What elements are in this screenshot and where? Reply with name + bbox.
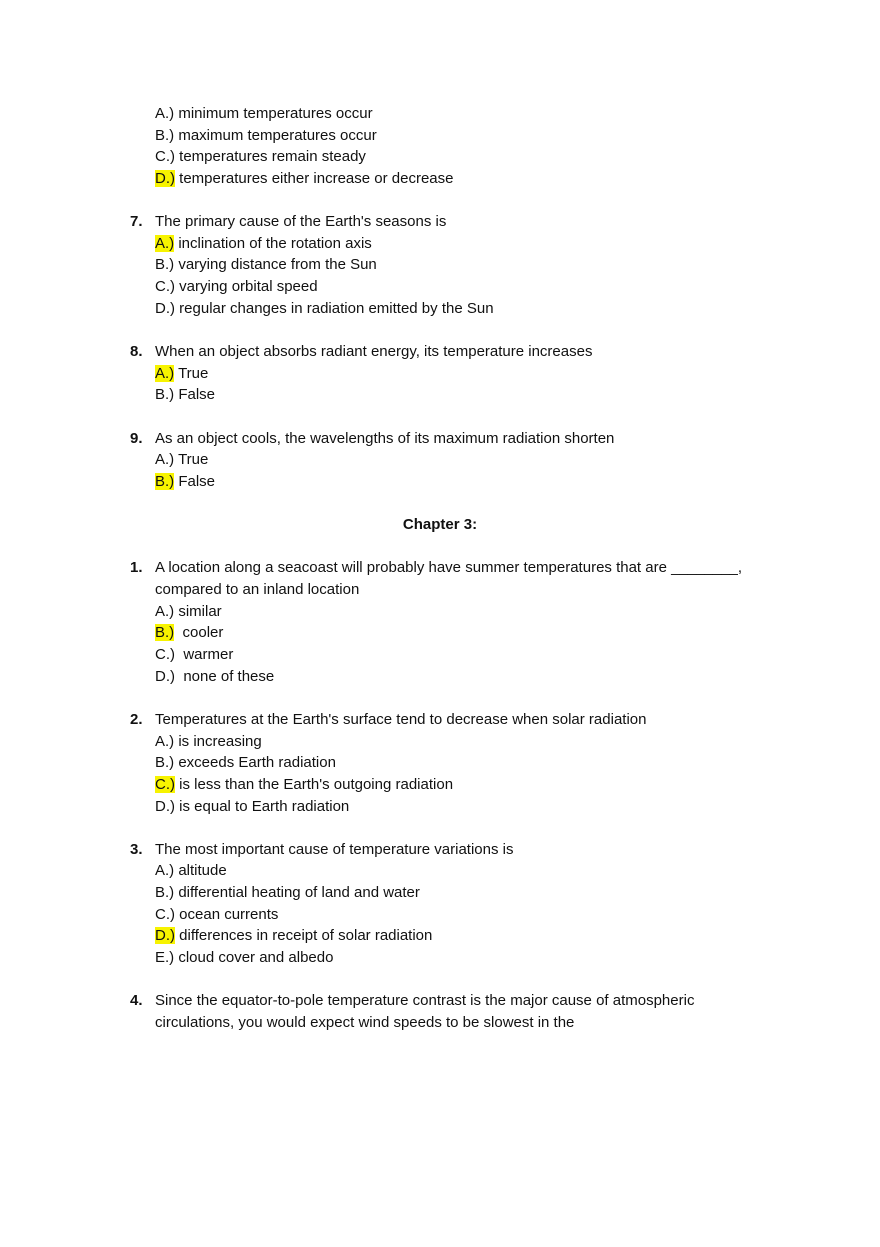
answer-option (0, 731, 880, 753)
answer-option (0, 666, 880, 688)
answer-option-content (155, 168, 453, 190)
blank-line (0, 319, 880, 341)
correct-answer-label: A.) (155, 364, 175, 382)
blank-line (0, 969, 880, 991)
answer-option (0, 254, 880, 276)
answer-option (0, 622, 880, 644)
answer-text: temperatures remain steady (175, 148, 366, 166)
answer-text: False (174, 386, 216, 404)
answer-label: B.) (155, 256, 175, 274)
question-number: 8. (130, 343, 143, 361)
answer-option-content (155, 882, 420, 904)
question-number: 4. (130, 992, 143, 1010)
question-number: 3. (130, 840, 143, 858)
correct-answer-label: B.) (155, 472, 175, 490)
question-number: 2. (130, 710, 143, 728)
answer-option-content (155, 276, 318, 298)
answer-option-content (155, 471, 215, 493)
answer-label: B.) (155, 386, 175, 404)
answer-option (0, 449, 880, 471)
answer-text: varying distance from the Sun (174, 256, 377, 274)
chapter-heading: Chapter 3: (402, 516, 478, 534)
question-line (0, 557, 880, 579)
answer-option (0, 925, 880, 947)
answer-text: cloud cover and albedo (174, 948, 334, 966)
answer-option-content (155, 860, 227, 882)
blank-line (0, 190, 880, 212)
question-line (0, 211, 880, 233)
answer-text: differences in receipt of solar radiation (175, 927, 433, 945)
question-text: Since the equator-to-pole temperature contrast is the major cause of atmospheric (155, 992, 695, 1010)
answer-option-content (155, 146, 366, 168)
answer-option-content (155, 622, 223, 644)
question-text: A location along a seacoast will probably have summer temperatures that are ________, (155, 559, 743, 577)
answer-option-content (155, 666, 274, 688)
answer-label: B.) (155, 126, 175, 144)
answer-option-content (155, 298, 494, 320)
answer-option-content (155, 731, 262, 753)
question-text: compared to an inland location (155, 581, 360, 599)
question-text: As an object cools, the wavelengths of its maximum radiation shorten (155, 429, 615, 447)
answer-option-content (155, 904, 278, 926)
answer-option (0, 471, 880, 493)
answer-text: altitude (174, 862, 227, 880)
answer-label: A.) (155, 602, 175, 620)
answer-label: C.) (155, 278, 175, 296)
answer-text: is equal to Earth radiation (175, 797, 350, 815)
answer-text: warmer (175, 646, 234, 664)
answer-text: differential heating of land and water (174, 884, 420, 902)
answer-option-content (155, 925, 432, 947)
blank-line (0, 493, 880, 515)
answer-option (0, 774, 880, 796)
question-line (0, 990, 880, 1012)
question-text: circulations, you would expect wind speeds to be slowest in the (155, 1013, 575, 1031)
answer-option (0, 146, 880, 168)
answer-option (0, 860, 880, 882)
answer-label: A.) (155, 451, 175, 469)
question-text: The most important cause of temperature variations is (155, 840, 514, 858)
answer-option (0, 125, 880, 147)
answer-option (0, 644, 880, 666)
correct-answer-label: B.) (155, 624, 175, 642)
question-text: The primary cause of the Earth's seasons is (155, 213, 447, 231)
answer-option (0, 752, 880, 774)
answer-option-content (155, 601, 222, 623)
correct-answer-label: A.) (155, 234, 175, 252)
answer-text: temperatures either increase or decrease (175, 169, 454, 187)
question-line (0, 341, 880, 363)
answer-option (0, 103, 880, 125)
answer-text: is increasing (174, 732, 262, 750)
answer-text: exceeds Earth radiation (174, 754, 336, 772)
answer-text: similar (174, 602, 222, 620)
answer-label: A.) (155, 732, 175, 750)
answer-text: inclination of the rotation axis (174, 234, 372, 252)
answer-option-content (155, 384, 215, 406)
answer-text: True (174, 364, 209, 382)
answer-option (0, 298, 880, 320)
answer-text: is less than the Earth's outgoing radiation (175, 775, 454, 793)
blank-line (0, 817, 880, 839)
answer-option (0, 601, 880, 623)
answer-label: D.) (155, 797, 175, 815)
answer-option (0, 882, 880, 904)
answer-text: True (174, 451, 209, 469)
answer-label: D.) (155, 667, 175, 685)
blank-line (0, 536, 880, 558)
question-number: 7. (130, 213, 143, 231)
answer-option-content (155, 363, 208, 385)
answer-text: ocean currents (175, 905, 279, 923)
answer-option (0, 276, 880, 298)
question-number: 9. (130, 429, 143, 447)
answer-option (0, 947, 880, 969)
correct-answer-label: D.) (155, 169, 175, 187)
answer-option (0, 904, 880, 926)
question-text: When an object absorbs radiant energy, its temperature increases (155, 343, 593, 361)
answer-option-content (155, 233, 372, 255)
answer-option-content (155, 752, 336, 774)
answer-option-content (155, 103, 373, 125)
answer-option-content (155, 796, 349, 818)
answer-option-content (155, 254, 377, 276)
answer-text: regular changes in radiation emitted by the Sun (175, 299, 494, 317)
answer-label: B.) (155, 754, 175, 772)
answer-text: minimum temperatures occur (174, 105, 373, 122)
answer-option (0, 233, 880, 255)
answer-text: maximum temperatures occur (174, 126, 377, 144)
blank-line (0, 406, 880, 428)
question-line (0, 709, 880, 731)
answer-option (0, 363, 880, 385)
answer-text: varying orbital speed (175, 278, 318, 296)
answer-text: cooler (174, 624, 224, 642)
answer-label: C.) (155, 646, 175, 664)
answer-label: A.) (155, 105, 175, 122)
answer-label: E.) (155, 948, 175, 966)
answer-option (0, 384, 880, 406)
answer-label: B.) (155, 884, 175, 902)
answer-label: C.) (155, 148, 175, 166)
answer-option (0, 168, 880, 190)
question-number: 1. (130, 559, 143, 577)
correct-answer-label: D.) (155, 927, 175, 945)
answer-option-content (155, 449, 208, 471)
correct-answer-label: C.) (155, 775, 175, 793)
answer-text: False (174, 472, 216, 490)
question-text: Temperatures at the Earth's surface tend to decrease when solar radiation (155, 710, 647, 728)
question-line (0, 1012, 880, 1034)
answer-option-content (155, 644, 233, 666)
question-line (0, 839, 880, 861)
answer-label: A.) (155, 862, 175, 880)
answer-option-content (155, 774, 453, 796)
answer-option-content (155, 125, 377, 147)
answer-label: D.) (155, 299, 175, 317)
answer-option (0, 796, 880, 818)
document-page (0, 103, 880, 1034)
question-line (0, 579, 880, 601)
question-line (0, 428, 880, 450)
answer-option-content (155, 947, 333, 969)
blank-line (0, 687, 880, 709)
answer-label: C.) (155, 905, 175, 923)
answer-text: none of these (175, 667, 275, 685)
